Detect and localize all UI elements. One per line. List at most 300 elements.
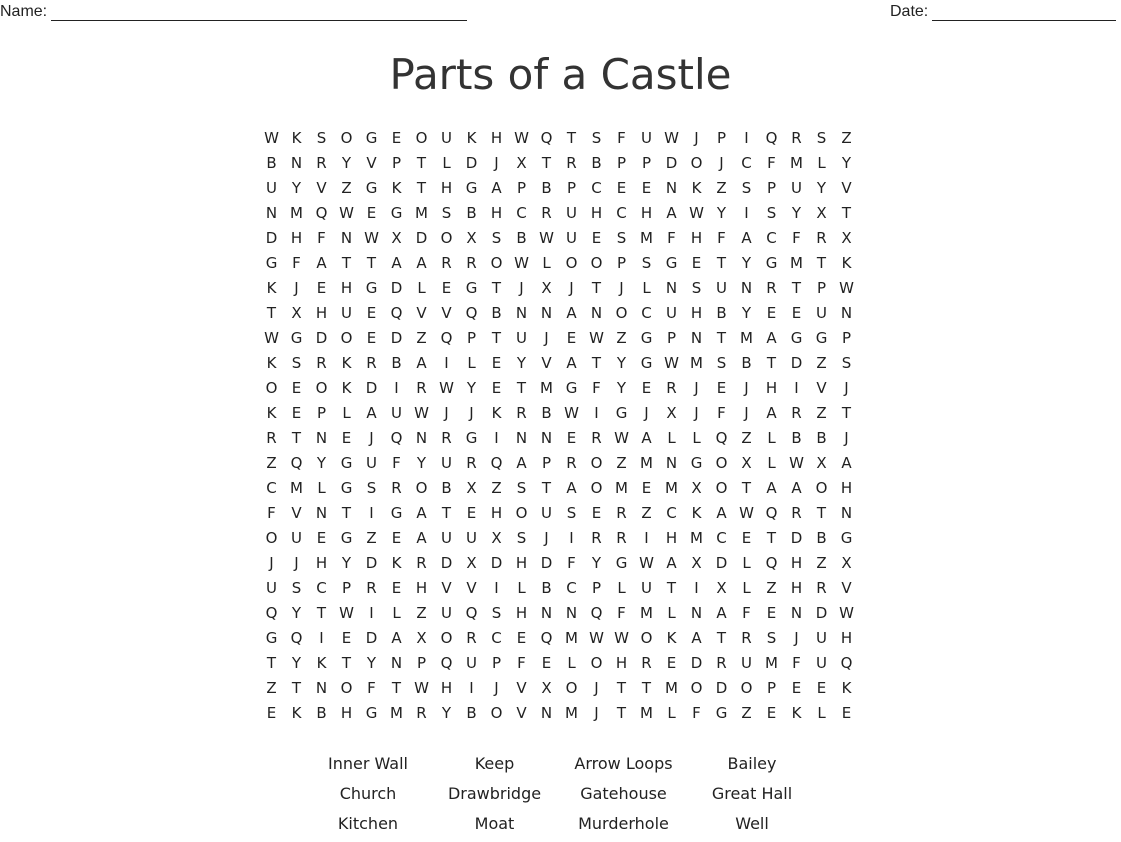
grid-letter: T bbox=[616, 678, 627, 697]
grid-letter: T bbox=[266, 303, 277, 322]
grid-letter: X bbox=[816, 453, 827, 472]
grid-letter: G bbox=[690, 453, 703, 472]
name-input-line[interactable] bbox=[51, 3, 467, 21]
grid-letter: K bbox=[341, 353, 352, 372]
grid-letter: S bbox=[516, 528, 527, 547]
grid-letter: B bbox=[466, 703, 477, 722]
grid-letter: J bbox=[544, 328, 549, 347]
grid-letter: E bbox=[366, 328, 377, 347]
grid-letter: J bbox=[844, 428, 849, 447]
grid-letter: A bbox=[416, 353, 427, 372]
grid-letter: H bbox=[590, 203, 603, 222]
grid-letter: I bbox=[369, 603, 374, 622]
grid-letter: A bbox=[566, 478, 577, 497]
grid-letter: R bbox=[441, 428, 452, 447]
grid-letter: H bbox=[415, 578, 428, 597]
grid-letter: N bbox=[840, 303, 853, 322]
grid-letter: D bbox=[715, 553, 728, 572]
date-input-line[interactable] bbox=[932, 3, 1116, 21]
grid-letter: T bbox=[491, 278, 502, 297]
grid-letter: B bbox=[491, 303, 502, 322]
grid-letter: H bbox=[490, 503, 503, 522]
grid-letter: F bbox=[792, 653, 801, 672]
grid-letter: F bbox=[567, 553, 576, 572]
grid-letter: F bbox=[317, 228, 326, 247]
grid-letter: T bbox=[316, 603, 327, 622]
grid-letter: E bbox=[391, 128, 402, 147]
grid-letter: G bbox=[365, 178, 378, 197]
grid-letter: V bbox=[516, 678, 527, 697]
grid-letter: Z bbox=[816, 403, 827, 422]
grid-letter: R bbox=[416, 703, 427, 722]
grid-letter: J bbox=[744, 378, 749, 397]
grid-letter: R bbox=[366, 578, 377, 597]
grid-letter: E bbox=[566, 428, 577, 447]
grid-letter: Z bbox=[491, 478, 502, 497]
grid-letter: C bbox=[516, 203, 527, 222]
grid-letter: M bbox=[740, 328, 753, 347]
grid-letter: W bbox=[664, 128, 679, 147]
grid-letter: Q bbox=[765, 503, 778, 522]
grid-letter: T bbox=[716, 328, 727, 347]
grid-letter: G bbox=[365, 278, 378, 297]
grid-letter: D bbox=[665, 153, 678, 172]
grid-letter: A bbox=[416, 528, 427, 547]
grid-letter: Z bbox=[266, 453, 277, 472]
grid-letter: L bbox=[692, 428, 701, 447]
grid-letter: W bbox=[664, 353, 679, 372]
grid-letter: U bbox=[816, 303, 827, 322]
word-bank-item: Kitchen bbox=[337, 814, 399, 833]
grid-letter: W bbox=[689, 203, 704, 222]
grid-letter: M bbox=[640, 603, 653, 622]
grid-letter: E bbox=[666, 653, 677, 672]
grid-letter: R bbox=[791, 503, 802, 522]
grid-letter: N bbox=[565, 603, 578, 622]
grid-letter: O bbox=[640, 628, 653, 647]
grid-letter: C bbox=[616, 203, 627, 222]
grid-letter: W bbox=[739, 503, 754, 522]
grid-letter: U bbox=[266, 578, 277, 597]
grid-letter: C bbox=[566, 578, 577, 597]
grid-letter: S bbox=[766, 628, 777, 647]
grid-letter: X bbox=[466, 553, 477, 572]
grid-letter: N bbox=[690, 603, 703, 622]
grid-letter: H bbox=[290, 228, 303, 247]
grid-letter: Y bbox=[841, 153, 852, 172]
grid-letter: Z bbox=[616, 453, 627, 472]
grid-letter: Z bbox=[741, 703, 752, 722]
grid-letter: E bbox=[441, 278, 452, 297]
grid-letter: P bbox=[816, 278, 827, 297]
grid-letter: P bbox=[616, 153, 627, 172]
grid-letter: Y bbox=[341, 153, 352, 172]
grid-letter: W bbox=[789, 453, 804, 472]
grid-letter: J bbox=[694, 378, 699, 397]
grid-letter: O bbox=[615, 303, 628, 322]
grid-letter: F bbox=[717, 403, 726, 422]
grid-letter: N bbox=[690, 328, 703, 347]
page-title: Parts of a Castle bbox=[389, 50, 732, 99]
grid-letter: W bbox=[414, 678, 429, 697]
grid-letter: S bbox=[716, 353, 727, 372]
grid-letter: R bbox=[716, 653, 727, 672]
grid-letter: P bbox=[541, 453, 552, 472]
grid-letter: O bbox=[715, 478, 728, 497]
grid-letter: A bbox=[491, 178, 502, 197]
grid-letter: O bbox=[740, 678, 753, 697]
grid-letter: I bbox=[744, 203, 749, 222]
grid-letter: Z bbox=[716, 178, 727, 197]
grid-letter: T bbox=[391, 678, 402, 697]
grid-letter: U bbox=[441, 128, 452, 147]
grid-letter: A bbox=[716, 603, 727, 622]
grid-letter: R bbox=[566, 453, 577, 472]
grid-letter: V bbox=[516, 703, 527, 722]
grid-letter: O bbox=[265, 378, 278, 397]
grid-letter: U bbox=[816, 653, 827, 672]
grid-letter: U bbox=[716, 278, 727, 297]
grid-letter: J bbox=[619, 278, 624, 297]
grid-letter: B bbox=[316, 703, 327, 722]
grid-letter: K bbox=[691, 178, 702, 197]
grid-letter: S bbox=[591, 128, 602, 147]
grid-letter: M bbox=[790, 153, 803, 172]
grid-letter: C bbox=[766, 228, 777, 247]
grid-letter: W bbox=[639, 553, 654, 572]
grid-letter: Y bbox=[616, 378, 627, 397]
grid-letter: Z bbox=[616, 328, 627, 347]
grid-letter: G bbox=[465, 428, 478, 447]
grid-letter: L bbox=[317, 478, 326, 497]
grid-letter: Q bbox=[540, 128, 553, 147]
grid-letter: M bbox=[665, 478, 678, 497]
grid-letter: L bbox=[642, 278, 651, 297]
grid-letter: P bbox=[766, 678, 777, 697]
grid-letter: T bbox=[616, 703, 627, 722]
grid-letter: L bbox=[742, 578, 751, 597]
grid-letter: W bbox=[414, 403, 429, 422]
grid-letter: W bbox=[839, 603, 854, 622]
grid-letter: U bbox=[516, 328, 527, 347]
grid-letter: F bbox=[767, 153, 776, 172]
grid-letter: Z bbox=[816, 353, 827, 372]
grid-letter: I bbox=[369, 503, 374, 522]
grid-letter: U bbox=[266, 178, 277, 197]
grid-letter: A bbox=[566, 353, 577, 372]
grid-letter: H bbox=[515, 553, 528, 572]
grid-letter: J bbox=[494, 153, 499, 172]
grid-letter: P bbox=[391, 153, 402, 172]
grid-letter: G bbox=[340, 478, 353, 497]
grid-letter: M bbox=[690, 528, 703, 547]
grid-letter: W bbox=[339, 203, 354, 222]
grid-letter: M bbox=[290, 478, 303, 497]
grid-letter: G bbox=[340, 453, 353, 472]
grid-letter: Q bbox=[290, 628, 303, 647]
grid-letter: E bbox=[691, 253, 702, 272]
grid-letter: P bbox=[316, 403, 327, 422]
grid-letter: N bbox=[790, 603, 803, 622]
grid-letter: H bbox=[690, 303, 703, 322]
grid-letter: Z bbox=[341, 178, 352, 197]
grid-letter: E bbox=[816, 678, 827, 697]
grid-letter: L bbox=[817, 153, 826, 172]
grid-letter: L bbox=[767, 453, 776, 472]
grid-letter: O bbox=[715, 453, 728, 472]
grid-letter: N bbox=[540, 603, 553, 622]
grid-letter: Q bbox=[440, 328, 453, 347]
grid-letter: K bbox=[491, 403, 502, 422]
word-bank-item: Gatehouse bbox=[580, 784, 667, 803]
grid-letter: J bbox=[519, 278, 524, 297]
grid-letter: F bbox=[742, 603, 751, 622]
grid-letter: A bbox=[316, 253, 327, 272]
grid-letter: O bbox=[340, 128, 353, 147]
grid-letter: X bbox=[741, 453, 752, 472]
grid-letter: I bbox=[494, 578, 499, 597]
grid-letter: E bbox=[291, 403, 302, 422]
grid-letter: I bbox=[319, 628, 324, 647]
grid-letter: A bbox=[841, 453, 852, 472]
grid-letter: O bbox=[590, 253, 603, 272]
grid-letter: R bbox=[816, 228, 827, 247]
grid-letter: Q bbox=[765, 553, 778, 572]
grid-letter: F bbox=[617, 128, 626, 147]
grid-letter: H bbox=[340, 703, 353, 722]
grid-letter: G bbox=[665, 253, 678, 272]
grid-letter: U bbox=[641, 128, 652, 147]
grid-letter: R bbox=[641, 653, 652, 672]
grid-letter: X bbox=[666, 403, 677, 422]
grid-letter: H bbox=[640, 203, 653, 222]
grid-letter: E bbox=[316, 528, 327, 547]
grid-letter: H bbox=[490, 203, 503, 222]
grid-letter: Z bbox=[741, 428, 752, 447]
word-bank-item: Great Hall bbox=[711, 784, 793, 803]
grid-letter: J bbox=[544, 528, 549, 547]
grid-letter: R bbox=[816, 578, 827, 597]
grid-letter: G bbox=[565, 378, 578, 397]
grid-letter: X bbox=[541, 278, 552, 297]
grid-letter: W bbox=[264, 128, 279, 147]
grid-letter: X bbox=[716, 578, 727, 597]
grid-letter: B bbox=[591, 153, 602, 172]
word-bank-item: Moat bbox=[474, 814, 515, 833]
grid-letter: U bbox=[466, 528, 477, 547]
name-field[interactable] bbox=[0, 3, 467, 21]
grid-letter: F bbox=[392, 453, 401, 472]
grid-letter: A bbox=[741, 228, 752, 247]
grid-letter: J bbox=[744, 403, 749, 422]
grid-letter: S bbox=[516, 478, 527, 497]
grid-letter: G bbox=[615, 403, 628, 422]
grid-letter: U bbox=[741, 653, 752, 672]
grid-letter: N bbox=[265, 203, 278, 222]
grid-letter: M bbox=[665, 678, 678, 697]
grid-letter: C bbox=[266, 478, 277, 497]
grid-letter: W bbox=[614, 628, 629, 647]
grid-letter: Q bbox=[440, 653, 453, 672]
grid-letter: T bbox=[741, 478, 752, 497]
grid-letter: R bbox=[591, 528, 602, 547]
word-bank-item: Church bbox=[339, 784, 397, 803]
grid-letter: J bbox=[694, 128, 699, 147]
grid-letter: O bbox=[515, 503, 528, 522]
grid-letter: K bbox=[316, 653, 327, 672]
grid-letter: X bbox=[466, 478, 477, 497]
grid-letter: L bbox=[667, 703, 676, 722]
grid-letter: A bbox=[391, 628, 402, 647]
grid-letter: N bbox=[315, 678, 328, 697]
grid-letter: T bbox=[566, 128, 577, 147]
grid-letter: X bbox=[816, 203, 827, 222]
grid-letter: V bbox=[416, 303, 427, 322]
grid-letter: A bbox=[566, 303, 577, 322]
grid-letter: W bbox=[589, 328, 604, 347]
grid-letter: E bbox=[491, 353, 502, 372]
grid-letter: D bbox=[265, 228, 278, 247]
grid-letter: O bbox=[415, 128, 428, 147]
grid-letter: K bbox=[266, 353, 277, 372]
grid-letter: J bbox=[494, 678, 499, 697]
grid-letter: C bbox=[591, 178, 602, 197]
grid-letter: X bbox=[416, 628, 427, 647]
grid-letter: Z bbox=[366, 528, 377, 547]
grid-letter: F bbox=[292, 253, 301, 272]
grid-letter: S bbox=[441, 203, 452, 222]
grid-letter: T bbox=[816, 253, 827, 272]
grid-letter: T bbox=[541, 153, 552, 172]
grid-letter: Z bbox=[266, 678, 277, 697]
grid-letter: T bbox=[416, 178, 427, 197]
grid-letter: D bbox=[440, 553, 453, 572]
grid-letter: T bbox=[841, 203, 852, 222]
grid-letter: F bbox=[692, 703, 701, 722]
grid-letter: T bbox=[341, 253, 352, 272]
grid-letter: U bbox=[566, 228, 577, 247]
grid-letter: D bbox=[315, 328, 328, 347]
grid-letter: B bbox=[541, 403, 552, 422]
grid-letter: E bbox=[266, 703, 277, 722]
grid-letter: M bbox=[640, 453, 653, 472]
grid-letter: R bbox=[266, 428, 277, 447]
grid-letter: M bbox=[390, 703, 403, 722]
grid-letter: U bbox=[441, 603, 452, 622]
grid-letter: S bbox=[491, 603, 502, 622]
grid-letter: O bbox=[440, 628, 453, 647]
grid-letter: E bbox=[766, 603, 777, 622]
letter-grid bbox=[259, 125, 859, 725]
grid-letter: K bbox=[691, 503, 702, 522]
grid-letter: E bbox=[791, 678, 802, 697]
grid-letter: A bbox=[766, 403, 777, 422]
grid-letter: K bbox=[266, 278, 277, 297]
grid-letter: C bbox=[666, 503, 677, 522]
grid-letter: X bbox=[391, 228, 402, 247]
grid-letter: R bbox=[416, 553, 427, 572]
grid-letter: R bbox=[566, 153, 577, 172]
grid-letter: P bbox=[466, 328, 477, 347]
grid-letter: Y bbox=[716, 203, 727, 222]
grid-letter: Z bbox=[841, 128, 852, 147]
grid-letter: H bbox=[440, 178, 453, 197]
grid-letter: R bbox=[441, 253, 452, 272]
grid-letter: A bbox=[516, 453, 527, 472]
grid-letter: Y bbox=[741, 253, 752, 272]
grid-letter: P bbox=[766, 178, 777, 197]
grid-letter: X bbox=[691, 553, 702, 572]
grid-letter: N bbox=[665, 453, 678, 472]
grid-letter: O bbox=[440, 228, 453, 247]
date-field[interactable] bbox=[890, 3, 1116, 21]
grid-letter: K bbox=[841, 678, 852, 697]
grid-letter: V bbox=[366, 153, 377, 172]
grid-letter: T bbox=[366, 253, 377, 272]
grid-letter: O bbox=[340, 678, 353, 697]
grid-letter: O bbox=[340, 328, 353, 347]
grid-letter: R bbox=[666, 378, 677, 397]
grid-letter: T bbox=[416, 153, 427, 172]
grid-letter: Q bbox=[465, 603, 478, 622]
grid-letter: M bbox=[615, 478, 628, 497]
grid-letter: G bbox=[265, 253, 278, 272]
grid-letter: C bbox=[741, 153, 752, 172]
grid-letter: O bbox=[415, 478, 428, 497]
grid-letter: R bbox=[466, 253, 477, 272]
grid-letter: V bbox=[316, 178, 327, 197]
grid-letter: E bbox=[391, 528, 402, 547]
grid-letter: P bbox=[516, 178, 527, 197]
grid-letter: D bbox=[365, 628, 378, 647]
grid-letter: N bbox=[515, 303, 528, 322]
grid-letter: A bbox=[666, 553, 677, 572]
grid-letter: F bbox=[367, 678, 376, 697]
grid-letter: E bbox=[516, 628, 527, 647]
grid-letter: N bbox=[540, 303, 553, 322]
grid-letter: J bbox=[794, 628, 799, 647]
grid-letter: A bbox=[641, 428, 652, 447]
grid-letter: I bbox=[644, 528, 649, 547]
grid-letter: Y bbox=[441, 703, 452, 722]
grid-letter: Y bbox=[341, 553, 352, 572]
grid-letter: J bbox=[444, 403, 449, 422]
grid-letter: E bbox=[316, 278, 327, 297]
grid-letter: I bbox=[394, 378, 399, 397]
grid-letter: C bbox=[716, 528, 727, 547]
grid-letter: N bbox=[840, 503, 853, 522]
grid-letter: V bbox=[841, 178, 852, 197]
grid-letter: W bbox=[589, 628, 604, 647]
grid-letter: Q bbox=[715, 428, 728, 447]
grid-letter: T bbox=[791, 278, 802, 297]
grid-letter: P bbox=[566, 178, 577, 197]
grid-letter: X bbox=[841, 553, 852, 572]
grid-letter: R bbox=[316, 153, 327, 172]
grid-letter: J bbox=[294, 278, 299, 297]
grid-letter: G bbox=[765, 253, 778, 272]
grid-letter: R bbox=[391, 478, 402, 497]
grid-letter: X bbox=[841, 228, 852, 247]
word-bank-item: Arrow Loops bbox=[574, 754, 673, 773]
date-label: Date: bbox=[890, 3, 929, 20]
grid-letter: F bbox=[617, 603, 626, 622]
grid-letter: B bbox=[541, 578, 552, 597]
grid-letter: G bbox=[390, 203, 403, 222]
grid-letter: W bbox=[364, 228, 379, 247]
grid-letter: H bbox=[840, 478, 853, 497]
grid-letter: N bbox=[340, 228, 353, 247]
